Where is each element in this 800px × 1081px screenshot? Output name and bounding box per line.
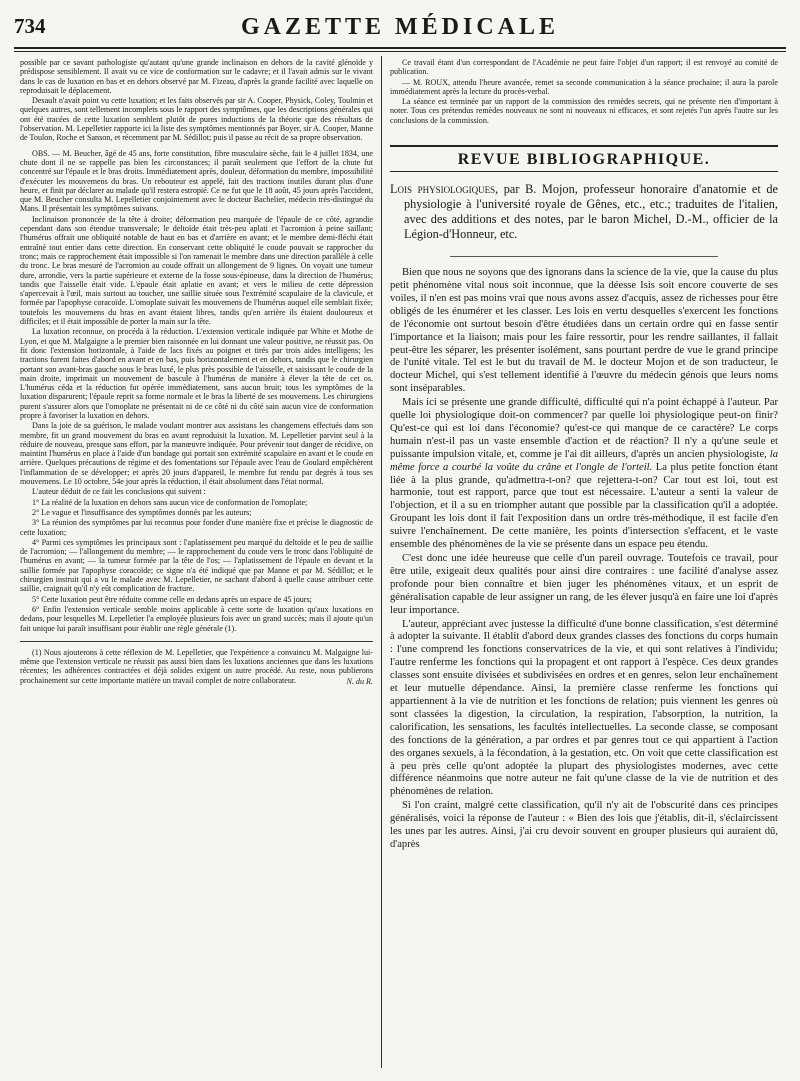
paragraph: — M. ROUX, attendu l'heure avancée, remet sa seconde communication à la séance prochaine; il aura la parole immédiatement après la lecture du procès-verbal. bbox=[390, 77, 778, 96]
review-paragraph: Si l'on craint, malgré cette classification, qu'il n'y ait de l'obscurité dans ces principes généralisés, voici la réponse de l'auteur : « Bien des lois que j'établis, dit-il, s'éclaircissent les unes par les autres. Ainsi, j'ai cru devoir souvent en grouper plusieurs qui auraient dû, d'après bbox=[390, 800, 778, 850]
paragraph: L'auteur déduit de ce fait les conclusions qui suivent : bbox=[32, 487, 206, 497]
paragraph: La luxation reconnue, on procéda à la réduction. L'extension verticale indiquée par White et Mothe de Lyon, et que M. Malgaigne a le premier bien raisonnée en lui donnant une valeur positive, ne réussit pas. On fit donc l'extension horizontale, à l'aide de lacs fixés au poignet et tirés par trois aides intelligens; les tractions furent faites d'abord en avant et en bas, puis horizontalement et en dehors, tandis que le chirurgien portant son avant-bras gauche sous le bras luxé, le plus près possible de l'aisselle, et saisissant le coude de la main droite, imprimait un mouvement de bascule à l'humérus de manière à élever la tête de cet os. L'humérus céda et la réduction fut opérée immédiatement, sans aucun bruit; tous les symptômes de la luxation disparurent; l'épaule reprit sa forme normale et le bras la liberté de ses mouvemens. Les chirurgiens purent s'assurer alors que l'omoplate ne présentait ni de ce côté ni du côté sain aucun vice de conformation propre à favoriser la luxation en dehors. bbox=[20, 327, 373, 420]
conclusion-item: 1° La réalité de la luxation en dehors sans aucun vice de conformation de l'omoplate; bbox=[32, 497, 308, 507]
paragraph: Dans la joie de sa guérison, le malade voulant montrer aux assistans les changemens effectués dans son membre, fit un grand mouvement du bras en avant reproduisit la luxation. M. Lepelletier parvint seul à la réduire de nouveau, presque sans effort, par la manœuvre indiquée. Pour prévenir tout danger de récidive, on maintint l'humérus en place à l'aide d'un bandage qui portait son extrémité scapulaire en avant et le coude en arrière. Quelques précautions de régime et des fomentations sur l'épaule avec l'eau de Goulard empêchèrent l'inflammation de se développer; et après 20 jours d'appareil, le membre fut rendu par degrés à tous ses mouvemens. Le 10 octobre, 54e jour après la réduction, il était absolument dans l'état normal. bbox=[20, 421, 373, 487]
paragraph: La séance est terminée par un rapport de la commission des remèdes secrets, qui ne présente rien d'important à noter. Tous ces prétendus remèdes nouveaux ne sont ni nouveaux ni efficaces, et sont rejetés l'un après l'autre sur les conclusions de la commission. bbox=[390, 97, 778, 125]
right-column bbox=[390, 58, 778, 1068]
footnote-separator bbox=[20, 641, 373, 642]
paragraph: Inclinaison prononcée de la tête à droite; déformation peu marquée de l'épaule de ce côté, agrandie cependant dans son étendue transversale; le deltoïde était très-peu aplati et l'acromion à peine saillant; l'humérus offrait une obliquité notable de haut en bas et d'arrière en avant; et le membre demi-fléchi était entraîné tout entier dans cette direction. En conservant cette obliquité le coude pouvait se rapprocher du tronc; mais ce rapprochement était impossible si l'on ramenait le membre dans une direction parallèle à celle du tronc. Le bras mesuré de l'acromion au coude offrait un allongement de 9 lignes. On voyait une tumeur dure, arrondie, vers la partie supérieure et externe de la fosse sous-épineuse, dans la direction de l'humérus; tandis que l'aisselle était vide. L'épaule était aplatie en avant; et vers le milieu de cette dépression s'apercevait à l'œil, mais surtout au toucher, une saillie située sous l'extrémité scapulaire de la clavicule, et formée par l'apophyse coracoïde. L'omoplate suivait les mouvemens de l'humérus auquel elle semblait fixée; toutefois les mouvemens du bras en avant étaient libres, tandis qu'en arrière ils étaient douloureux et difficiles; et il était impossible de porter la main sur la tête. bbox=[20, 214, 373, 327]
footnote-signature: N. du R. bbox=[346, 677, 373, 686]
book-details: , par B. Mojon, professeur honoraire d'anatomie et de physiologie à l'université royale de Gênes, etc., etc.; traduites de l'italien, avec des additions et des notes, par le baron Michel, D.-M., officier de la Légion-d'Honneur, etc. bbox=[404, 182, 778, 242]
left-column bbox=[20, 58, 373, 1064]
section-header bbox=[390, 145, 778, 172]
review-paragraph: L'auteur, appréciant avec justesse la difficulté d'une bonne classification, s'est déterminé à adopter la suivante. Il établit d'abord deux grandes classes des fonctions du corps humain : l'une comprend les fonctions conservatrices de la vie, et qui sont relatives à l'individu; l'autre renferme les fonctions qui la propagent et ont rapport à l'espèce. Ces deux grandes classes sont ensuite divisées et subdivisées en ordres et en genres, selon leur enchaînement et leur mutuelle dépendance. Ainsi, la première classe renferme les fonctions qui appartiennent à la vie de nutrition et les fonctions de relation; puis viennent les genres où sont classées la digestion, la circulation, la respiration, l'absorption, la nutrition, la calorification, les sensations, les facultés intellectuelles. La seconde classe, se composant des fonctions de la génération, a par ordres et par genres tout ce qui appartient à l'action des organes sexuels, à la fécondation, à la gestation, etc. On voit que cette classification est à peu près celle qu'ont adoptée la plupart des physiologistes modernes, avec cette différence néanmoins que notre auteur ne fait qu'une classe de la vie de nutrition et des phénomènes de relation. bbox=[390, 618, 778, 798]
conclusion-item: 3° La réunion des symptômes par lui reconnus pour fonder d'une manière fixe et précise le diagnostic de cette luxation; bbox=[20, 518, 373, 537]
conclusion-item: 6° Enfin l'extension verticale semble moins applicable à cette sorte de luxation qu'aux luxations en dedans, pour lesquelles M. Lepelletier l'a employée plusieurs fois avec un grand succès; mais il ajoute qu'un fait unique lui paraît insuffisant pour établir une règle générale (1). bbox=[20, 604, 373, 633]
conclusion-item: 5° Cette luxation peut être réduite comme celle en dedans après un espace de 45 jours; bbox=[32, 594, 312, 604]
observation-paragraph: OBS. — M. Beucher, âgé de 45 ans, forte constitution, fibre musculaire sèche, fait le 4 juillet 1834, une chute dont il ne se rappelle pas bien les circonstances; il paraît seulement que l'effort de la chute fut concentré sur l'épaule et le bras droits. Immédiatement après, douleur, déformation du membre, impossibilité d'exécuter les mouvemens du bras. Un rebouteur est appelé, fait des tractions inutiles durant plus d'une heure, et finit par déclarer au malade qu'il restera estropié. Ce ne fut que le 18 août, 45 jours après l'accident, que M. Beucher consulta M. Lepelletier conjointement avec le docteur Bachelier, médecin très-distingué du Mans. Il présentait les symptômes suivans. bbox=[20, 148, 373, 214]
conclusion-item: 4° Parmi ces symptômes les principaux sont : l'aplatissement peu marqué du deltoïde et le peu de saillie de l'acromion; — l'allongement du membre; — le rapprochement du coude vers le tronc dans l'obliquité de l'humérus en avant; — la tumeur formée par la tête de l'os; — l'aplatissement de l'épaule en devant et la saillie formée par l'apophyse coracoïde; ce signe n'a été indiqué que par Manne et par M. Sédillot; et le chirurgien instruit qui a vu le malade avec M. Lepelletier, ne sachant d'abord à quelle cause attribuer cette saillie, craignait qu'il n'y eût complication de fracture. bbox=[20, 537, 373, 594]
header-rule bbox=[14, 47, 786, 49]
italic-quote: la même force a courbé la voûte du crâne et l'ongle de l'orteil. bbox=[390, 448, 778, 473]
page-header bbox=[14, 8, 786, 48]
paragraph: Ce travail étant d'un correspondant de l'Académie ne peut faire l'objet d'un rapport; il est renvoyé au comité de publication. bbox=[390, 58, 778, 77]
book-title: Lois physiologiques bbox=[390, 182, 496, 197]
section-title: REVUE BIBLIOGRAPHIQUE. bbox=[457, 151, 711, 169]
review-separator bbox=[450, 256, 718, 257]
paragraph: possible par ce savant pathologiste qu'autant qu'une grande inclinaison en dehors de la cavité glénoïde y prédispose sensiblement. Il avait vu ce vice de conformation sur le cadavre; et il l'avait admis sur le vivant dans le cas de luxation en bas et en dehors observé par M. Fizeau, d'après la grande facilité avec laquelle on reproduisait le déplacement. bbox=[20, 58, 373, 95]
conclusion-item: 2° Le vague et l'insuffisance des symptômes donnés par les auteurs; bbox=[32, 507, 252, 517]
header-rule-thin bbox=[14, 51, 786, 52]
book-reference bbox=[390, 182, 778, 242]
review-paragraph: C'est donc une idée heureuse que celle d'un pareil ouvrage. Toutefois ce travail, pour être utile, exigeait deux qualités pour ainsi dire contraires : une facilité d'analyse assez profonde pour bien connaître et bien juger les phénomènes vitaux, et un esprit de généralisation capable de leur assigner un rang, de les élever jusqu'à en faire une loi d'après leur importance. bbox=[390, 553, 778, 616]
paragraph: Desault n'avait point vu cette luxation; et les faits observés par sir A. Cooper, Physick, Coley, Toulmin et quelques autres, sont tellement incomplets sous le rapport des symptômes, que les descriptions générales qui ont été tracées de cette luxation semblent plutôt de pures inductions de la théorie que des résultats de l'observation. M. Lepelletier rapporte ici la liste des symptômes mentionnés par Boyer, sir A. Cooper, Manne de Toulon, Roche et Sanson, et récemment par M. Sédillot; puis il passe au récit de sa propre observation. bbox=[20, 96, 373, 143]
running-head: GAZETTE MÉDICALE bbox=[240, 14, 560, 40]
column-divider bbox=[381, 56, 382, 1068]
review-paragraph: Bien que nous ne soyons que des ignorans dans la science de la vie, que la cause du plus petit phénomène vital nous soit inconnue, que la déesse Isis soit encore couverte de ses voiles, il n'en est pas moins vrai que nous avons assez d'acquis, assez de richesses pour être obligés de les énumérer et les classer. Les lois en vertu desquelles s'exercent les fonctions de l'économie ont surtout besoin d'être étudiées dans un certain ordre qui en fasse sentir l'importance et la liaison; mais pour les faire ressortir, pour les rendre saillantes, il fallait peut-être les séparer, les présenter isolément, sans pourtant perdre de vue le grand principe de l'unité vitale. Tel est le but du travail de M. le docteur Mojon et de son traducteur, le docteur Michel, qui s'est tellement identifié à l'œuvre du médecin génois que leurs noms sont inséparables. bbox=[390, 267, 778, 395]
footnote: (1) Nous ajouterons à cette réflexion de M. Lepelletier, que l'expérience a convaincu M. Malgaigne lui-même que l'extension verticale ne réussit pas aussi bien dans les luxations anciennes que dans les luxations récentes; les adhérences contractées et déjà solides exigent un autre procédé. Au reste, nous publierons prochainement sur cette importante matière un travail complet de notre collaborateur. bbox=[20, 647, 373, 685]
review-paragraph: Mais ici se présente une grande difficulté, difficulté qui n'a point échappé à l'auteur. Par quelle loi physiologique doit-on commencer? par quelle loi physiologique peut-on finir? Qu'est-ce qui est loi dans l'économie? qu'est-ce qui manque de ce caractère? Le corps humain n'est-il pas un vaste ensemble d'action et de réaction? Il n'y a qu'une seule et puissante impulsion vitale, et, comme je l'ai dit ailleurs, d'après un ancien physiologiste, la même force a courbé la voûte du crâne et l'ongle de l'orteil. La plus petite fonction étant liée à la plus grande, qu'admettra-t-on? que rejettera-t-on? Car tout est loi, tout est harmonie, tout est rapport, parce que tout est nécessaire. L'auteur a senti la valeur de l'objection, et il a su en triompher autant que possible par la classification qu'il a adoptée. Groupant les lois dont il fait l'exposition dans un ordre très-méthodique, il est facile d'en suivre l'enchaînement. De cette manière, les points d'intersection s'effacent, et le vaste ensemble des phénomènes de la vie se présente dans un espace peu étendu. bbox=[390, 397, 778, 551]
page-number: 734 bbox=[14, 14, 46, 38]
